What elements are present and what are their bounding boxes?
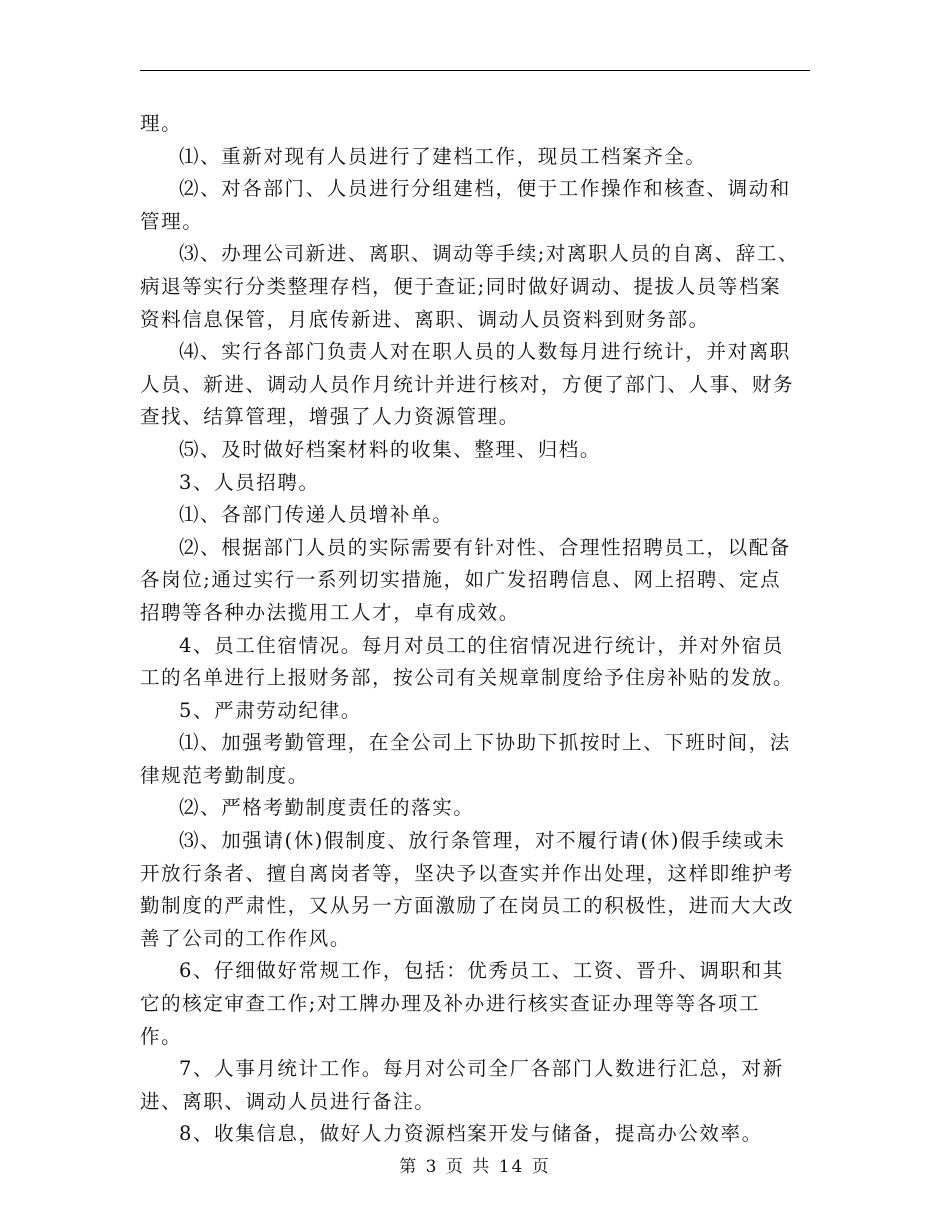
paragraph: ⑶、加强请(休)假制度、放行条管理，对不履行请(休)假手续或未开放行条者、擅自离岗者等，坚决予以查实并作出处理，这样即维护考勤制度的严肃性，又从另一方面激励了在岗员工的积极性，进而大大改善了公司的工作作风。 — [140, 829, 795, 950]
paragraph: 3、人员招聘。 — [179, 470, 320, 494]
paragraph: ⑴、重新对现有人员进行了建档工作，现员工档案齐全。 — [179, 144, 707, 168]
paragraph: 8、收集信息，做好人力资源档案开发与储备，提高办公效率。 — [179, 1122, 763, 1146]
paragraph: 理。 — [140, 112, 183, 135]
paragraph: ⑶、办理公司新进、离职、调动等手续;对离职人员的自离、辞工、病退等实行分类整理存档，便于查证;同时做好调动、提拔人员等档案资料信息保管，月底传新进、离职、调动人员资料到财务部。 — [140, 242, 800, 331]
paragraph: ⑷、实行各部门负责人对在职人员的人数每月进行统计，并对离职人员、新进、调动人员作月统计并进行核对，方便了部门、人事、财务查找、结算管理，增强了人力资源管理。 — [140, 340, 795, 429]
paragraph: ⑵、严格考勤制度责任的落实。 — [179, 796, 475, 820]
page-footer: 第 3 页 共 14 页 — [399, 1157, 551, 1177]
paragraph: ⑸、及时做好档案材料的收集、整理、归档。 — [179, 437, 602, 461]
paragraph: 4、员工住宿情况。每月对员工的住宿情况进行统计，并对外宿员工的名单进行上报财务部，按公司有关规章制度给予住房补贴的发放。 — [140, 633, 795, 690]
paragraph: 5、严肃劳动纪律。 — [179, 698, 362, 722]
paragraph: ⑵、对各部门、人员进行分组建档，便于工作操作和核查、调动和管理。 — [140, 177, 791, 233]
header-rule — [140, 70, 810, 71]
paragraph: 7、人事月统计工作。每月对公司全厂各部门人数进行汇总，对新进、离职、调动人员进行备注。 — [140, 1057, 784, 1113]
paragraph: ⑵、根据部门人员的实际需要有针对性、合理性招聘员工，以配备各岗位;通过实行一系列切实措施，如广发招聘信息、网上招聘、定点招聘等各种办法揽用工人才，卓有成效。 — [140, 535, 791, 624]
paragraph: 6、仔细做好常规工作，包括：优秀员工、工资、晋升、调职和其它的核定审查工作;对工牌办理及补办进行核实查证办理等等各项工作。 — [140, 959, 784, 1048]
paragraph: ⑴、加强考勤管理，在全公司上下协助下抓按时上、下班时间，法律规范考勤制度。 — [140, 731, 791, 787]
document-body — [140, 108, 800, 1151]
paragraph: ⑴、各部门传递人员增补单。 — [179, 503, 454, 527]
